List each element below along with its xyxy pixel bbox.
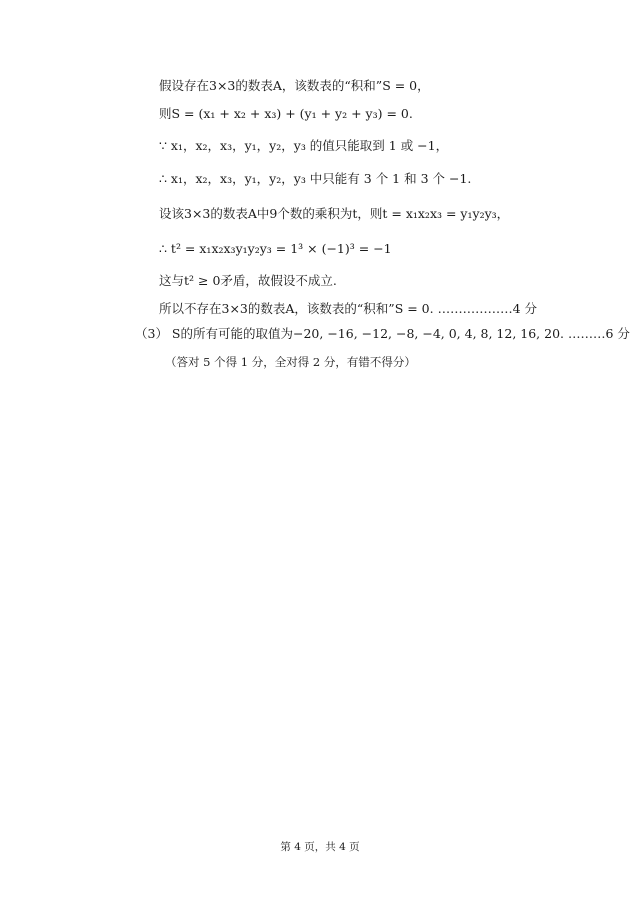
text-line-product-definition: 设该3×3的数表A中9个数的乘积为t，则t = x₁x₂x₃ = y₁y₂y₃， <box>159 206 510 221</box>
text-line-grading-note: （答对 5 个得 1 分，全对得 2 分，有错不得分） <box>165 355 416 369</box>
text-line-contradiction: 这与t² ≥ 0矛盾，故假设不成立. <box>159 273 337 288</box>
text-line-product-square: ∴ t² = x₁x₂x₃y₁y₂y₃ = 1³ × (−1)³ = −1 <box>159 241 392 256</box>
text-line-sum-equation: 则S = (x₁ + x₂ + x₃) + (y₁ + y₂ + y₃) = 0. <box>159 106 413 121</box>
text-line-assumption: 假设存在3×3的数表A，该数表的“积和”S = 0， <box>159 78 430 93</box>
text-line-because: ∵ x₁，x₂，x₃，y₁，y₂，y₃ 的值只能取到 1 或 −1， <box>159 138 449 153</box>
text-line-conclusion-4-points: 所以不存在3×3的数表A，该数表的“积和”S = 0. ………………4 分 <box>159 301 537 316</box>
text-line-therefore-count: ∴ x₁，x₂，x₃，y₁，y₂，y₃ 中只能有 3 个 1 和 3 个 −1. <box>159 171 472 186</box>
text-line-part-3-values: （3） S的所有可能的取值为−20, −16, −12, −8, −4, 0, 4, 8, 12, 16, 20. ………6 分 <box>135 326 630 341</box>
page-footer: 第 4 页，共 4 页 <box>280 841 360 853</box>
